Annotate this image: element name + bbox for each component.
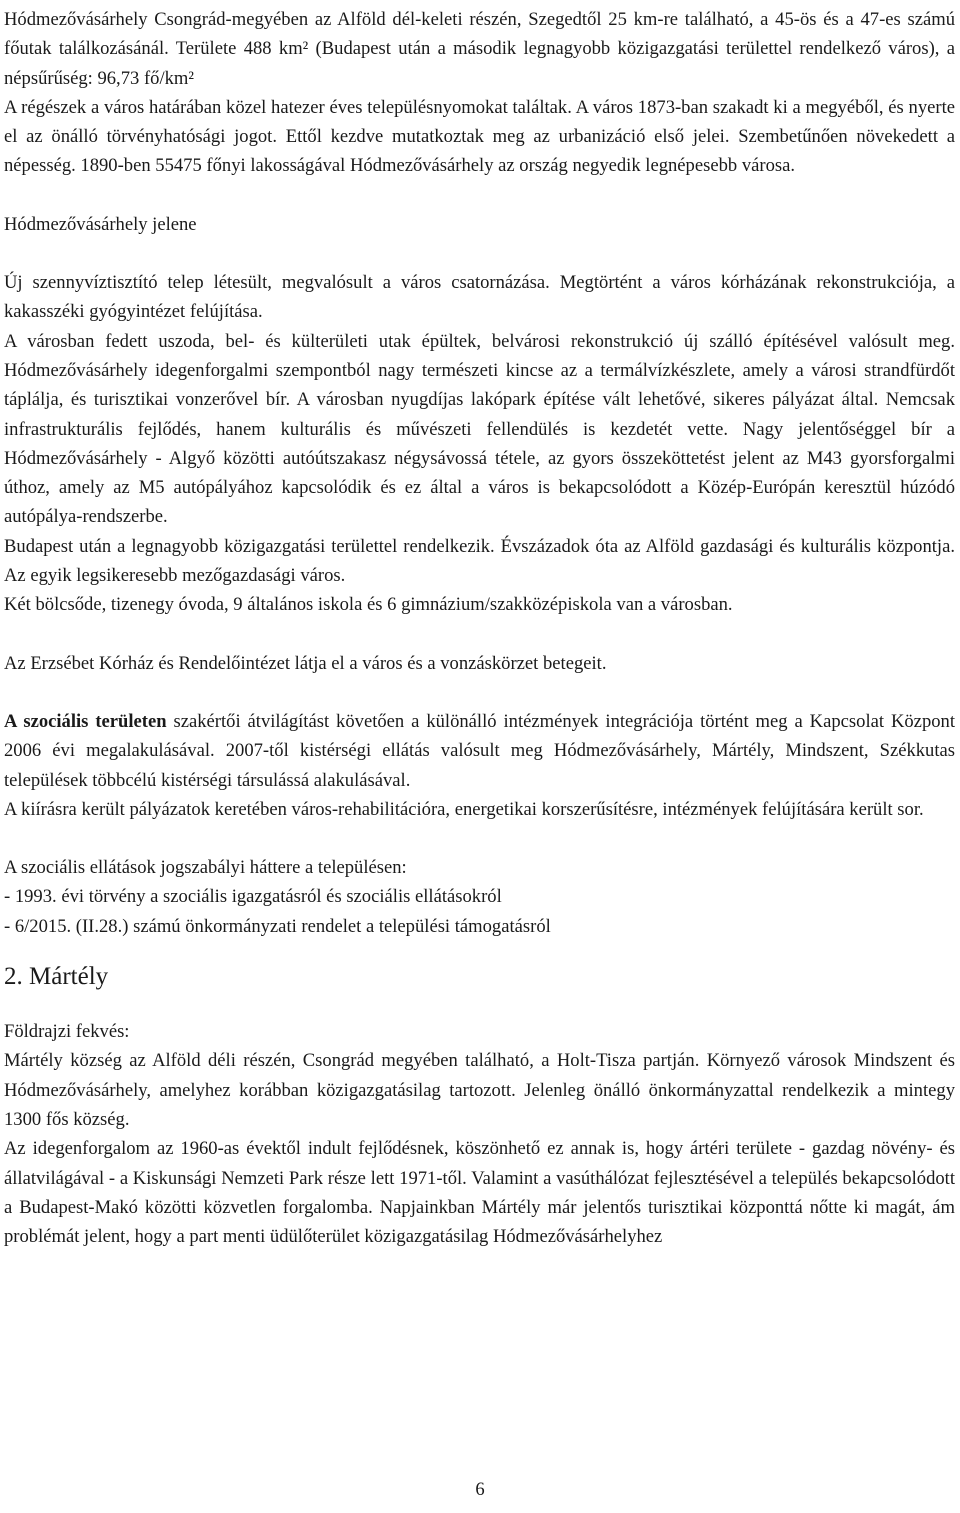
spacer [4, 239, 955, 268]
document-page [4, 5, 955, 1251]
social-paragraph-1 [4, 707, 955, 795]
spacer [4, 620, 955, 649]
page-number: 6 [475, 1479, 485, 1500]
social-bold-lead: A szociális területen [4, 710, 167, 732]
present-paragraph-3: Budapest után a legnagyobb közigazgatási területtel rendelkezik. Évszázadok óta az Alföld gazdasági és kulturális központja. Az egyik legsikeresebb mezőgazdasági város. [4, 535, 955, 587]
present-paragraph-1: Új szennyvíztisztító telep létesült, megvalósult a város csatornázása. Megtörtént a város kórházának rekonstrukciója, a kakasszéki gyógyintézet felújítása. [4, 272, 955, 323]
geo-title: Földrajzi fekvés: [4, 1021, 130, 1043]
section-title-present: Hódmezővásárhely jelene [4, 213, 197, 235]
present-paragraph-4: Két bölcsőde, tizenegy óvoda, 9 általános iskola és 6 gimnázium/szakközépiskola van a városban. [4, 594, 733, 616]
martely-paragraph-2: Az idegenforgalom az 1960-as évektől indult fejlődésnek, köszönhető ez annak is, hogy ártéri területe - gazdag növény- és állatvilágával - a Kiskunsági Nemzeti Park része lett 1971-től. Valamint a vasúthálózat fejlesztésével a település bekapcsolódott a Budapest-Makó közötti közvetlen forgalomba. Napjainkban Mártély már jelentős turisztikai központtá nőtte ki magát, ám problémát jelent, hogy a part menti üdülőterület közigazgatásilag Hódmezővásárhelyhez [4, 1138, 955, 1248]
social-paragraph-1-text: szakértői átvilágítást követően a különálló intézmények integrációja történt meg a Kapcsolat Központ 2006 évi megalakulásával. 2007-től kistérségi ellátás valósult meg Hódmezővásárhely, Mártély, Mindszent, Székkutas települések többcélú kistérségi társulássá alakulásával. [4, 710, 955, 791]
section-heading-martely: 2. Mártély [4, 963, 109, 991]
present-paragraph-2: A városban fedett uszoda, bel- és külterületi utak épültek, belvárosi rekonstrukció új szálló építésével valósult meg. Hódmezővásárhely idegenforgalmi szempontból nagy természeti kincse az a termálvízkészlete, amely a városi strandfürdőt táplálja, és turisztikai vonzerővel bír. A városban nyugdíjas lakópark építése vált lehetővé, sikeres pályázat által. Nemcsak infrastrukturális fejlődés, hanem kulturális és művészeti fellendülés is kezdetét vette. Nagy jelentőséggel bír a Hódmezővásárhely - Algyő közötti autóútszakasz négysávossá tétele, az gyors összeköttetést jelent az M43 gyorsforgalmi úthoz, amely az M5 autópályához kapcsolódik és ez által a város is bekapcsolódott a Közép-Európán keresztül húzódó autópálya-rendszerbe. [4, 330, 955, 528]
spacer [4, 941, 955, 959]
intro-paragraph-2: A régészek a város határában közel hatezer éves településnyomokat találtak. A város 1873-ban szakadt ki a megyéből, és nyerte el az önálló törvényhatósági jogot. Ettől kezdve mutatkoztak meg az urbanizáció első jelei. Szembetűnően növekedett a népesség. 1890-ben 55475 főnyi lakosságával Hódmezővásárhely az ország negyedik legnépesebb városa. [4, 96, 955, 177]
martely-paragraph-1: Mártély község az Alföld déli részén, Csongrád megyében található, a Holt-Tisza partján. Környező városok Mindszent és Hódmezővásárhely, amelyhez korábban közigazgatásilag tartozott. Jelenleg önálló önkormányzattal rendelkezik a mintegy 1300 fős község. [4, 1050, 955, 1130]
legal-title: A szociális ellátások jogszabályi háttere a településen: [4, 857, 407, 879]
intro-paragraph-1: Hódmezővásárhely Csongrád-megyében az Alföld dél-keleti részén, Szegedtől 25 km-re található, a 45-ös és a 47-es számú főutak találkozásánál. Területe 488 km² (Budapest után a második legnagyobb közigazgatási területtel rendelkező város), a népsűrűség: 96,73 fő/km² [4, 9, 955, 89]
spacer [4, 678, 955, 707]
legal-item-1: - 1993. évi törvény a szociális igazgatásról és szociális ellátásokról [4, 886, 502, 908]
legal-item-2: - 6/2015. (II.28.) számú önkormányzati rendelet a települési támogatásról [4, 915, 551, 937]
spacer [4, 995, 955, 1017]
social-paragraph-2: A kiírásra került pályázatok keretében város-rehabilitációra, energetikai korszerűsítésre, intézmények felújítására került sor. [4, 798, 924, 820]
spacer [4, 824, 955, 853]
present-paragraph-5: Az Erzsébet Kórház és Rendelőintézet látja el a város és a vonzáskörzet betegeit. [4, 652, 607, 674]
spacer [4, 181, 955, 210]
